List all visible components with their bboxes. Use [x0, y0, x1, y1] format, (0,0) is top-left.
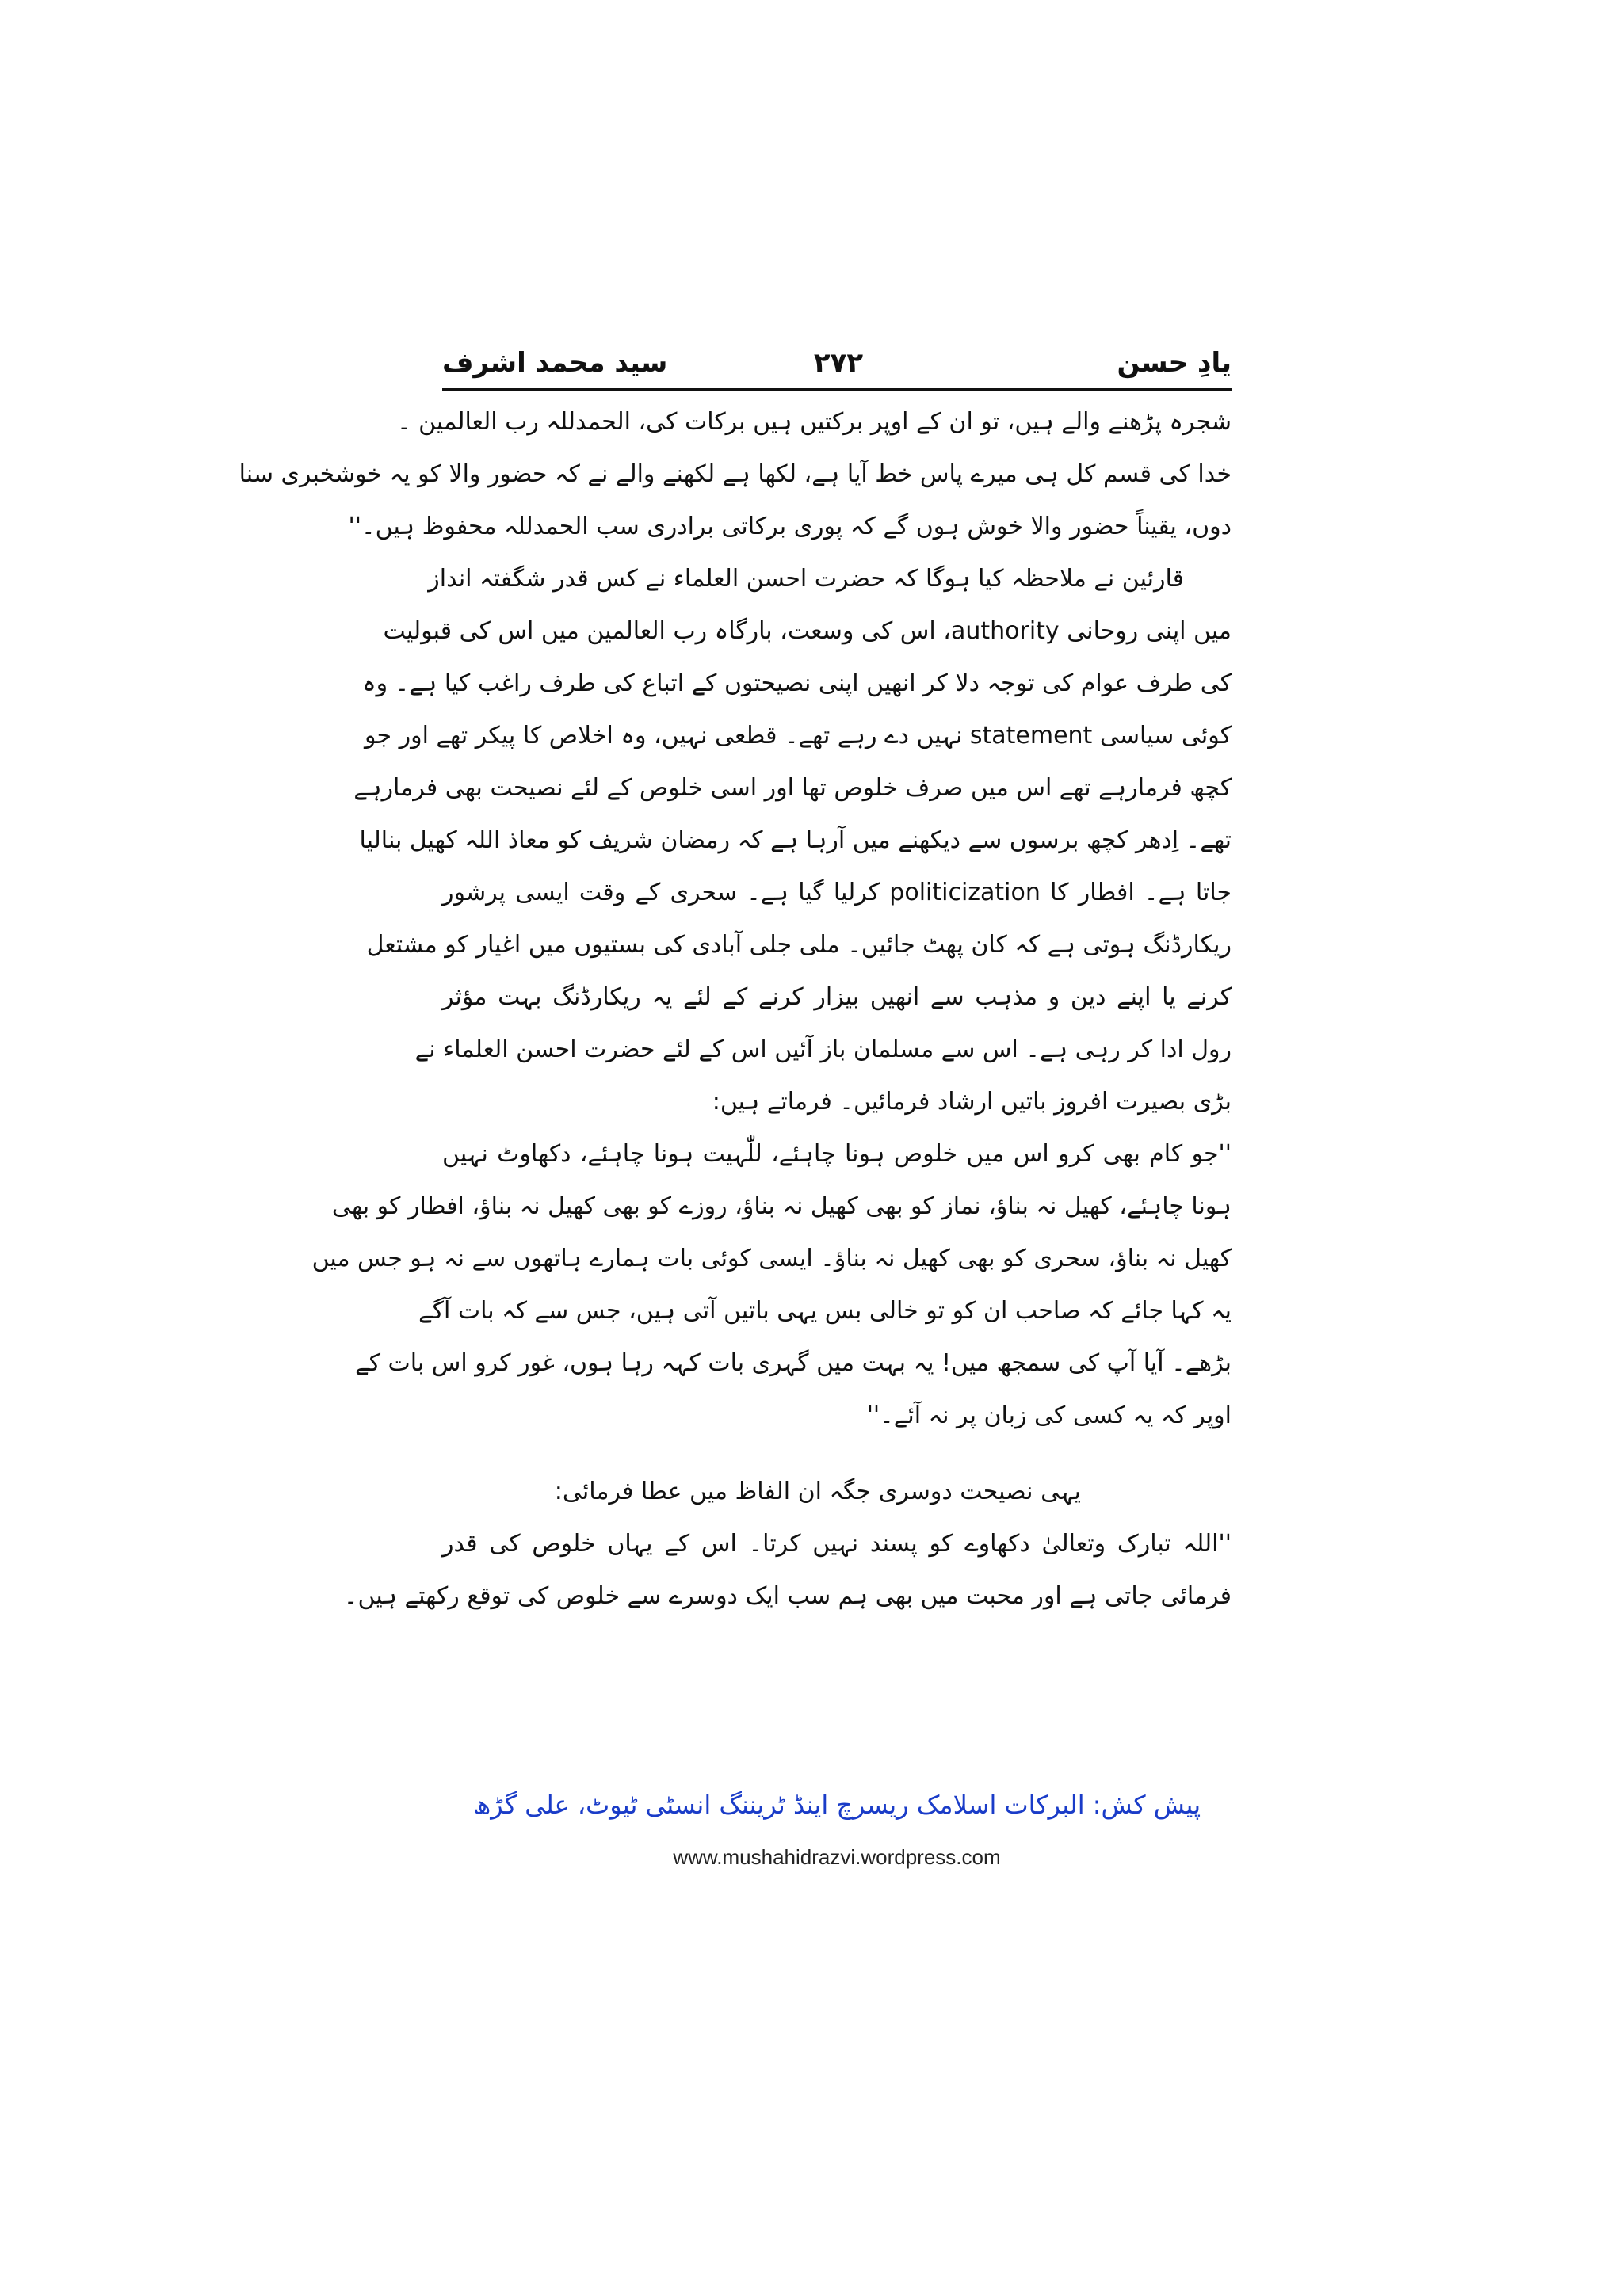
quote-line: ہونا چاہئے، کھیل نہ بناؤ، نماز کو بھی کھیل نہ بناؤ، روزے کو بھی کھیل نہ بناؤ، افطار کو بھی — [331, 1192, 1232, 1220]
quote-line: ''جو کام بھی کرو اس میں خلوص ہونا چاہئے، للّٰہیت ہونا چاہئے، دکھاوٹ نہیں — [442, 1140, 1232, 1168]
text-line: کرنے یا اپنے دین و مذہب سے انھیں بیزار کرنے کے لئے یہ ریکارڈنگ بہت مؤثر — [442, 983, 1232, 1011]
text-line: ریکارڈنگ ہوتی ہے کہ کان پھٹ جائیں۔ ملی جلی آبادی کی بستیوں میں اغیار کو مشتعل — [366, 931, 1232, 959]
quote-line: اوپر کہ یہ کسی کی زبان پر نہ آئے۔'' — [866, 1402, 1232, 1429]
header-rule — [442, 388, 1232, 391]
text-line: قارئین نے ملاحظہ کیا ہوگا کہ حضرت احسن العلماء نے کس قدر شگفتہ انداز — [428, 565, 1184, 593]
page-number: ۲۷۲ — [813, 347, 864, 379]
header-book-title: یادِ حسن — [1117, 347, 1232, 379]
text-line: یہی نصیحت دوسری جگہ ان الفاظ میں عطا فرمائی: — [554, 1478, 1081, 1505]
website-url[interactable]: www.mushahidrazvi.wordpress.com — [673, 1845, 1001, 1869]
header-author: سید محمد اشرف — [442, 347, 668, 379]
quote-line: ''اللہ تبارک وتعالیٰ دکھاوے کو پسند نہیں کرتا۔ اس کے یہاں خلوص کی قدر — [442, 1530, 1232, 1558]
quote-line: یہ کہا جائے کہ صاحب ان کو تو خالی بس یہی باتیں آتی ہیں، جس سے کہ بات آگے — [418, 1297, 1232, 1325]
page-body — [239, 396, 1232, 1623]
quote-line: کھیل نہ بناؤ، سحری کو بھی کھیل نہ بناؤ۔ ایسی کوئی بات ہمارے ہاتھوں سے نہ ہو جس میں — [311, 1245, 1232, 1272]
text-line: جاتا ہے۔ افطار کا politicization کرلیا گیا ہے۔ سحری کے وقت ایسی پرشور — [442, 879, 1232, 906]
text-line: تھے۔ اِدھر کچھ برسوں سے دیکھنے میں آرہا ہے کہ رمضان شریف کو معاذ اللہ کھیل بنالیا — [359, 826, 1232, 854]
text-line: خدا کی قسم کل ہی میرے پاس خط آیا ہے، لکھا ہے لکھنے والے نے کہ حضور والا کو یہ خوشخبری سنا — [239, 460, 1232, 488]
text-line: بڑی بصیرت افروز باتیں ارشاد فرمائیں۔ فرماتے ہیں: — [712, 1088, 1232, 1116]
paragraph-gap — [442, 1442, 1232, 1466]
text-line: شجرہ پڑھنے والے ہیں، تو ان کے اوپر برکتیں ہیں برکات کی، الحمدللہ رب العالمین ۔ — [396, 408, 1232, 436]
text-line: دوں، یقیناً حضور والا خوش ہوں گے کہ پوری برکاتی برادری سب الحمدللہ محفوظ ہیں۔'' — [348, 513, 1232, 540]
text-line: میں اپنی روحانی authority، اس کی وسعت، بارگاہ رب العالمین میں اس کی قبولیت — [383, 617, 1232, 645]
text-line: رول ادا کر رہی ہے۔ اس سے مسلمان باز آئیں اس کے لئے حضرت احسن العلماء نے — [414, 1035, 1232, 1063]
presented-by-line: پیش کش: البرکات اسلامک ریسرچ اینڈ ٹریننگ انسٹی ٹیوٹ، علی گڑھ — [472, 1790, 1201, 1820]
running-header — [442, 341, 1232, 385]
quote-line: بڑھے۔ آیا آپ کی سمجھ میں! یہ بہت میں گہری بات کہہ رہا ہوں، غور کرو اس بات کے — [355, 1349, 1232, 1377]
text-line: کچھ فرمارہے تھے اس میں صرف خلوص تھا اور اسی خلوص کے لئے نصیحت بھی فرمارہے — [353, 774, 1232, 802]
text-line: کی طرف عوام کی توجہ دلا کر انھیں اپنی نصیحتوں کے اتباع کی طرف راغب کیا ہے۔ وہ — [361, 669, 1232, 697]
text-line: کوئی سیاسی statement نہیں دے رہے تھے۔ قطعی نہیں، وہ اخلاص کا پیکر تھے اور جو — [365, 722, 1232, 749]
quote-line: فرمائی جاتی ہے اور محبت میں بھی ہم سب ایک دوسرے سے خلوص کی توقع رکھتے ہیں۔ — [343, 1582, 1232, 1610]
